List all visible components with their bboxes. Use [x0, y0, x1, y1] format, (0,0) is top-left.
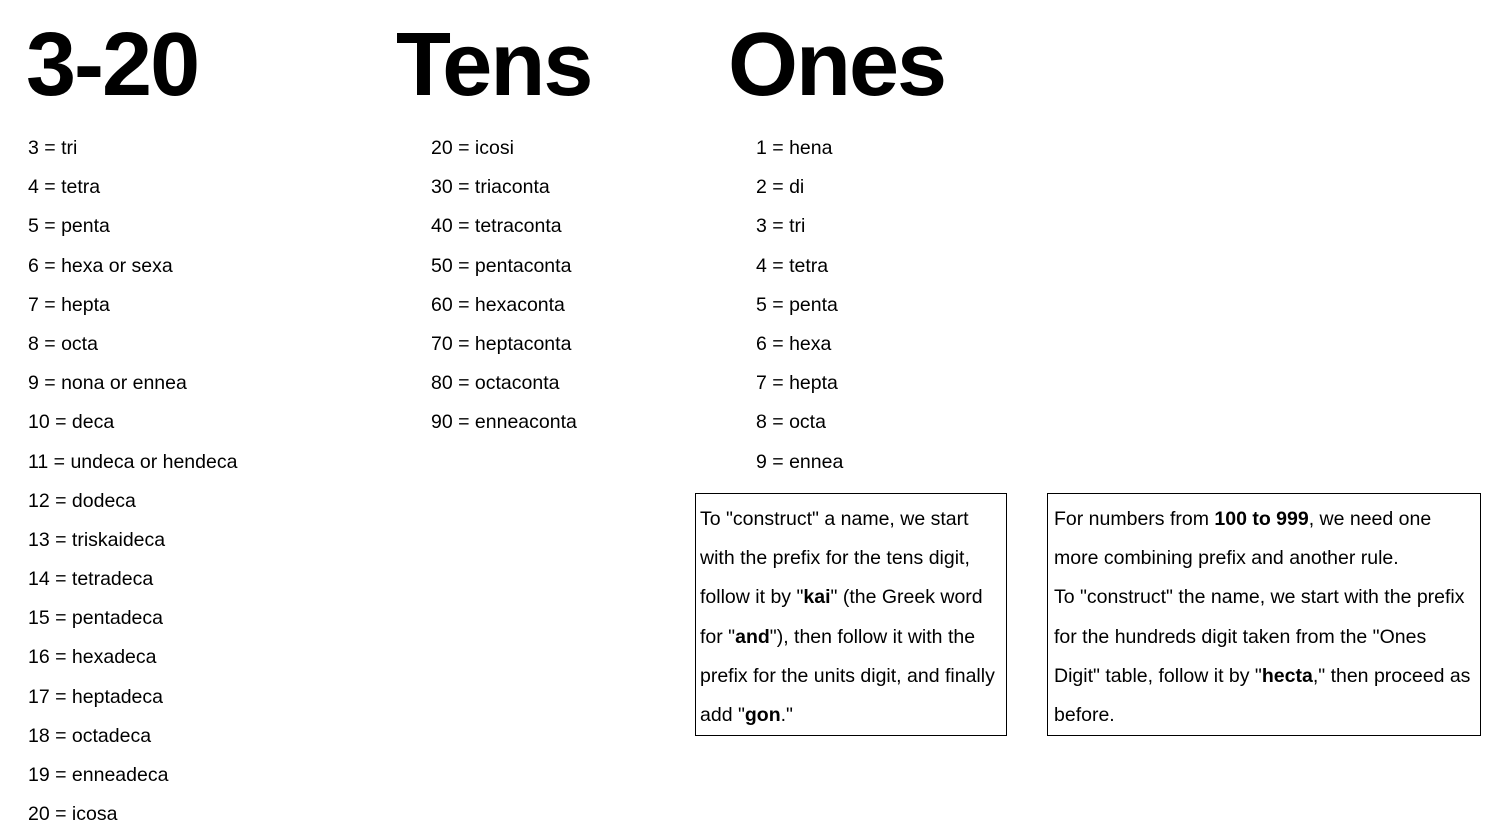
heading-ones: Ones [728, 15, 946, 115]
prefix-entry: 10 = deca [28, 411, 115, 434]
prefix-entry: 5 = penta [756, 293, 838, 316]
prefix-list-tens [431, 129, 577, 443]
rule-text: ," then proceed as before. [1054, 664, 1471, 727]
prefix-entry: 11 = undeca or hendeca [28, 450, 238, 473]
rule-text: To "construct" a name, we start with the prefix for the tens digit, follow it by " [700, 508, 970, 609]
prefix-entry: 15 = pentadeca [28, 607, 163, 630]
prefix-entry: 12 = dodeca [28, 489, 136, 512]
prefix-entry: 20 = icosi [431, 137, 514, 159]
prefix-entry: 9 = nona or ennea [28, 372, 187, 395]
prefix-entry: 2 = di [756, 176, 805, 199]
prefix-entry: 90 = enneaconta [431, 411, 577, 434]
heading-tens: Tens [396, 15, 592, 115]
rule-keyword-kai: kai [803, 586, 831, 609]
prefix-entry: 1 = hena [756, 137, 833, 159]
prefix-entry: 18 = octadeca [28, 724, 152, 747]
prefix-entry: 5 = penta [28, 215, 110, 238]
prefix-entry: 7 = hepta [28, 293, 110, 316]
heading-3-20: 3-20 [26, 15, 199, 115]
prefix-entry: 4 = tetra [28, 176, 101, 199]
rule-text: For numbers from [1054, 508, 1215, 530]
rule-keyword-range: 100 to 999 [1214, 508, 1309, 530]
rule-keyword-and: and [735, 625, 770, 648]
prefix-entry: 6 = hexa or sexa [28, 254, 173, 277]
rule-keyword-gon: gon [744, 704, 781, 727]
prefix-entry: 7 = hepta [756, 372, 838, 395]
construction-rule-box [695, 493, 1007, 736]
rule-text: ." [780, 704, 793, 727]
prefix-entry: 13 = triskaideca [28, 528, 166, 551]
prefix-entry: 60 = hexaconta [431, 293, 565, 316]
prefix-entry: 19 = enneadeca [28, 764, 169, 786]
prefix-entry: 3 = tri [756, 215, 806, 238]
prefix-entry: 17 = heptadeca [28, 685, 163, 708]
rule-text: To "construct" the name, we start with the prefix for the hundreds digit taken from the "Ones Digit" table, follow it by " [1054, 586, 1465, 687]
prefix-entry: 4 = tetra [756, 254, 829, 277]
prefix-entry: 30 = triaconta [431, 176, 550, 199]
prefix-entry: 8 = octa [756, 411, 826, 434]
rule-text: "), then follow it with the prefix for the units digit, and finally add " [700, 625, 995, 727]
prefix-entry: 20 = icosa [28, 803, 118, 826]
prefix-list-3-20 [28, 129, 237, 834]
prefix-entry: 50 = pentaconta [431, 254, 572, 277]
prefix-entry: 80 = octaconta [431, 372, 560, 395]
prefix-entry: 16 = hexadeca [28, 646, 157, 669]
prefix-list-ones [756, 129, 843, 482]
prefix-entry: 8 = octa [28, 332, 98, 355]
rule-text: , we need one more combining prefix and another rule. [1054, 508, 1432, 570]
prefix-entry: 70 = heptaconta [431, 332, 572, 355]
rule-text: " (the Greek word for " [700, 586, 983, 648]
prefix-entry: 6 = hexa [756, 332, 832, 355]
hundreds-rule-box [1047, 493, 1481, 736]
prefix-entry: 9 = ennea [756, 450, 844, 473]
prefix-entry: 3 = tri [28, 137, 78, 159]
prefix-entry: 14 = tetradeca [28, 568, 154, 591]
rule-keyword-hecta: hecta [1261, 664, 1313, 687]
prefix-entry: 40 = tetraconta [431, 215, 562, 238]
